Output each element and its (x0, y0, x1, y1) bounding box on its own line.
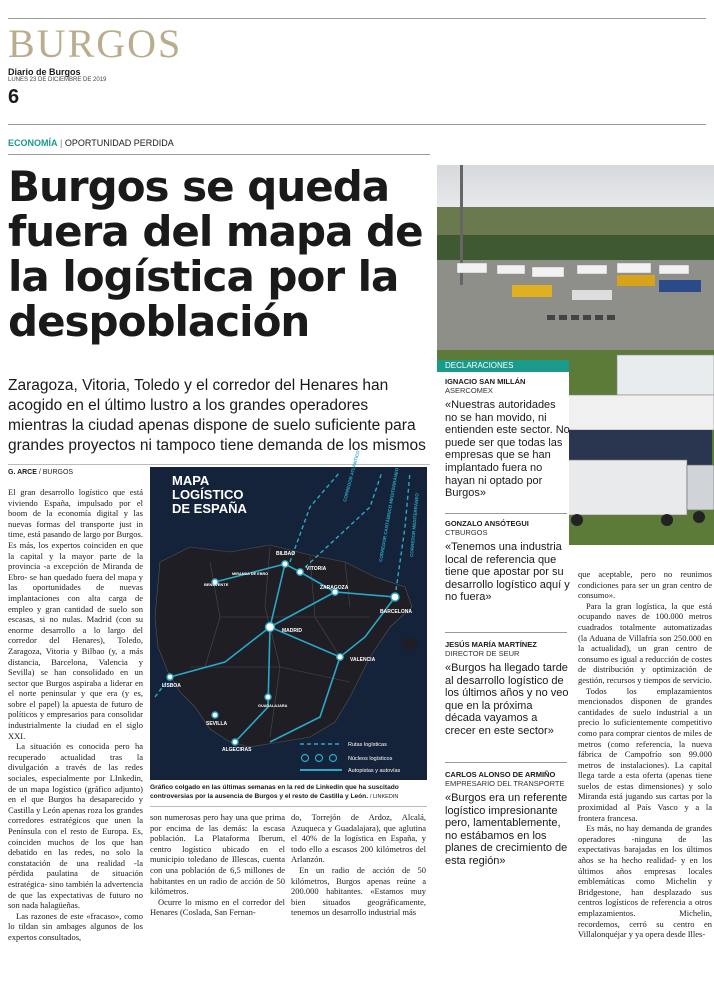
paper-date: LUNES 23 DE DICIEMBRE DE 2019 (8, 77, 107, 83)
city-label-algeciras: ALGECIRAS (222, 747, 252, 753)
iberia-landmass (155, 545, 412, 747)
section-kicker (8, 138, 174, 148)
quote-block-4 (445, 770, 570, 868)
city-label-bilbao: BILBAO (276, 551, 296, 557)
city-label-barcelona: BARCELONA (380, 609, 412, 615)
quote-text: «Nuestras autoridades no se han movido, ni entienden este sector. No puede ser que todas las empresas que se han implantado fuera no hayan ni optado por Burgos» (445, 399, 570, 500)
quote-name: GONZALO ANSÓTEGUI (445, 519, 529, 528)
kicker-rule (8, 154, 430, 155)
page-number: 6 (8, 86, 20, 108)
city-label-vitoria: VITORIA (306, 566, 327, 572)
city-label-madrid: MADRID (282, 628, 302, 634)
map-title-line1: MAPA (172, 473, 210, 488)
node-lisboa (167, 674, 173, 680)
city-label-sevilla: SEVILLA (206, 721, 228, 727)
logistics-map-graphic (150, 449, 427, 780)
topic-label: OPORTUNIDAD PERDIDA (64, 138, 174, 148)
body-paragraph: La situación es conocida pero ha recuperado actualidad tras la divulgación a través de las redes sociales, especialmente por LInkedin, de un mapa logístico (gráfico adjunto) en el que Burgos ha desaparecido y Castilla y León apenas roza los grandes corredores estratégicos que unen la Península con el resto de Europa. Es, coinciden muchos de los que han debatido en las redes, no solo la constatación de una realidad -la pérdida paulatina de situación estratégica- sino también la advertencia de que las expectativas de futuro no son nada halagüeñas. (8, 741, 143, 911)
node-barcelona (391, 593, 399, 601)
node-valencia (337, 654, 343, 660)
quote-block-3 (445, 640, 570, 738)
body-paragraph: que aceptable, pero no reunimos condiciones para ser un gran centro de consumo». (578, 569, 712, 601)
body-paragraph: Las razones de este «fracaso», como lo tildan sin ambages algunos de los expertos consultados, (8, 910, 143, 942)
map-caption (150, 783, 427, 802)
body-paragraph: son numerosas pero hay una que prima por encima de las demás: la escasa población. La Plataforma Iberum, centro logístico ubicado en el municipio toledano de Illescas, cuenta con una población de 6,5 millones de habitantes en un radio de acción de 50 kilómetros. (150, 812, 285, 897)
corridor-label-cantabrico: CORREDOR CANTÁBRICO MEDITERRÁNEO (378, 467, 400, 563)
declaraciones-tag: DECLARACIONES (437, 360, 569, 372)
masthead-title: BURGOS (8, 21, 183, 66)
section-label: ECONOMÍA (8, 138, 58, 148)
node-algeciras (232, 739, 238, 745)
quote-role: DIRECTOR DE SEUR (445, 649, 520, 658)
legend-nodes: Núcleos logísticos (348, 756, 393, 762)
quote-name: CARLOS ALONSO DE ARMIÑO (445, 770, 556, 779)
paper-name: Diario de Burgos (8, 67, 81, 77)
body-column-3 (291, 812, 426, 922)
standfirst: Zaragoza, Vitoria, Toledo y el corredor del Henares han acogido en el último lustro a los grandes operadores mientras la ciudad apenas dispone de suelo suficiente para grandes proyectos ni tampoco tiene demanda de los mismos (8, 377, 426, 454)
body-paragraph: Ocurre lo mismo en el corredor del Henares (Coslada, San Fernan- (150, 896, 285, 918)
corridor-label-atlantico: CORREDOR ATLÁNTICO (342, 449, 361, 503)
body-column-2 (150, 812, 285, 922)
quote-role: EMPRESARIO DEL TRANSPORTE (445, 779, 565, 788)
corridor-label-mediterraneo: CORREDOR MEDITERRÁNEO (409, 492, 420, 558)
city-label-lisboa: LISBOA (162, 683, 181, 689)
body-column-1 (8, 487, 143, 942)
quote-text: «Burgos era un referente logístico impresionante pero, lamentablemente, no estábamos en los planes de crecimiento de esta región» (445, 792, 568, 867)
node-sevilla (212, 712, 218, 718)
city-label-guadalajara: GUADALAJARA (258, 704, 288, 708)
kicker-separator: | (60, 138, 63, 148)
legend-routes: Rutas logísticas (348, 742, 387, 748)
map-legend (300, 742, 401, 774)
legend-highways: Autopistas y autovías (348, 768, 401, 774)
balearic-island (400, 637, 420, 651)
body-paragraph: En un radio de acción de 50 kilómetros, Burgos apenas reúne a 200.000 habitantes. «Estamos muy bien situados geográficamente, tenemos un desarrollo industrial más (291, 864, 426, 918)
quote-name: JESÚS MARÍA MARTÍNEZ (445, 640, 537, 649)
body-paragraph: Para la gran logística, la que está ocupando naves de 100.000 metros cuadrados totalmente automatizadas (la Aduana de Villafría son 250.000 en la actualidad), un gran centro de consumo es igual a reducción de costes de distribución y optimización de gestión, recursos y tiempos de servicio. (578, 600, 712, 685)
quote-name: IGNACIO SAN MILLÁN (445, 377, 526, 386)
quote-separator (445, 632, 567, 633)
byline-author: G. ARCE (8, 469, 37, 476)
byline-place: / BURGOS (38, 469, 74, 476)
masthead-rule (8, 124, 706, 125)
map-caption-text: Gráfico colgado en las últimas semanas en la red de Linkedin que ha suscitado controversias por la ausencia de Burgos y el resto de Castilla y León. (150, 784, 399, 800)
city-label-miranda: MIRANDA DE EBRO (232, 572, 269, 576)
body-paragraph: do, Torrejón de Ardoz, Alcalá, Azuqueca y Guadalajara), que aglutina el 40% de la logística en España, y todo ello a escasos 200 kilómetros del Arlanzón. (291, 812, 426, 865)
node-guadalajara (265, 694, 271, 700)
quote-text: «Burgos ha llegado tarde al desarrollo logístico de los últimos años y no veo que en la próxima década vayamos a crecer en este sector» (445, 662, 569, 737)
quote-separator (445, 762, 567, 763)
map-title-line2: LOGÍSTICO (172, 487, 244, 502)
quote-text: «Tenemos una industria local de referencia que tiene que apostar por su desarrollo logístico aquí y no fuera» (445, 541, 570, 604)
body-paragraph: Todos los emplazamientos mencionados disponen de grandes cantidades de suelo industrial a un precio lo suficientemente competitivo como para comprar cientos de miles de metros (como referencia, la nueva fábrica de Campofrío son 99.000 metros de instalaciones). La capital llega tarde a esta oferta (apenas tiene suelos de estas dimensiones) y solo Miranda está jugando sus cartas por la proximidad al País Vasco y a la frontera francesa. (578, 685, 712, 823)
quote-block-1 (445, 377, 570, 500)
dek-rule (8, 464, 430, 465)
map-caption-credit: / LINKEDIN (369, 794, 399, 800)
quote-separator (445, 513, 567, 514)
top-rule (8, 18, 706, 19)
city-label-benavente: BENAVENTE (204, 582, 229, 587)
quote-block-2 (445, 519, 570, 604)
map-svg (150, 449, 427, 780)
map-title-line3: DE ESPAÑA (172, 501, 247, 516)
quote-role: ASERCOMEX (445, 386, 493, 395)
body-column-4 (578, 569, 712, 964)
body-paragraph: El gran desarrollo logístico que está viviendo España, impulsado por el boom de la economía digital y las nuevas formas del transporte just in time, está pasando de largo por Burgos. Es más, los expertos coinciden en que la capital y la mayor parte de la provincia -a excepción de Miranda de Ebro- se han quedado fuera del mapa y las oportunidades de nuevas implantaciones con alta carga de empleo y gran cantidad de suelo son escasas, si no nulas. Madrid (con su enorme desarrollo a lo largo del corredor del Henares), Toledo, Zaragoza, Vitoria y Bilbao (y, a más distancia, Barcelona, Valencia y Sevilla) se han consolidado en un sector que Burgos aspiraba a liderar en el norte peninsular y que era (y es, sobre el papel) la apuesta de futuro de políticos y empresarios para consolidar industrialmente la ciudad en el siglo XXI. (8, 487, 143, 741)
city-label-valencia: VALENCIA (350, 657, 376, 663)
city-label-zaragoza: ZARAGOZA (320, 585, 349, 591)
node-vitoria (297, 569, 303, 575)
node-madrid (266, 623, 275, 632)
body-paragraph: Es más, no hay demanda de grandes operadores -ninguna de las expectativas barajadas en los últimos años se ha hecho realidad- y en los últimos años empresas locales emblemáticas como Michelin y Bridgestone, han desplazado sus centros logísticos de referencia a otros emplazamientos. Michelin, recordemos, cerró su centro en Villalonquéjar y ya opera desde Illes- (578, 823, 712, 940)
headline: Burgos se queda fuera del mapa de la logística por la despoblación (8, 162, 423, 346)
caption-rule (150, 806, 427, 807)
quote-role: CTBURGOS (445, 528, 488, 537)
byline (8, 469, 73, 476)
node-bilbao (282, 561, 288, 567)
